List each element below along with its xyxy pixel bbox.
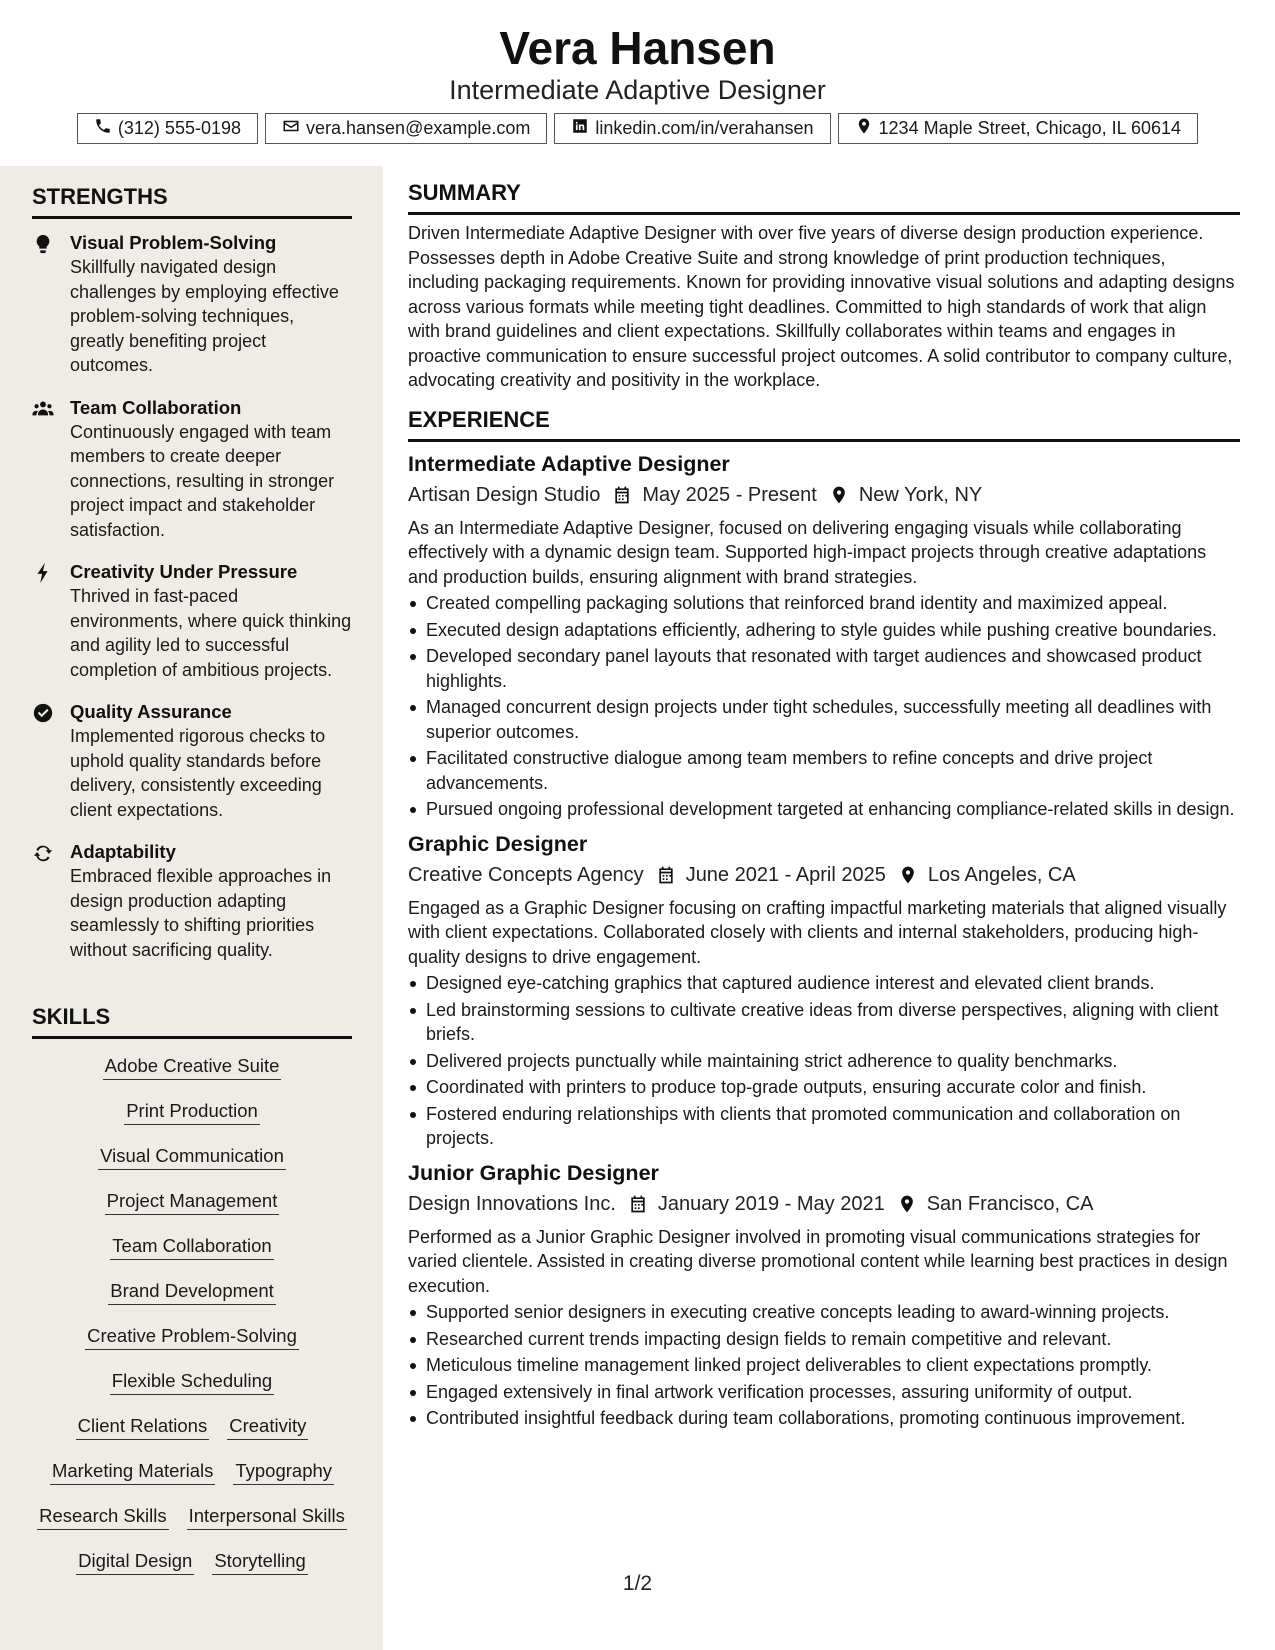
check-circle-icon <box>32 702 54 724</box>
skills-list <box>32 1053 352 1593</box>
jobs-list <box>408 450 1240 1431</box>
job-entry <box>408 450 1240 822</box>
job-bullets <box>408 1300 1240 1431</box>
strength-item <box>32 700 352 822</box>
strength-title: Adaptability <box>70 841 176 862</box>
job-title: Graphic Designer <box>408 831 588 856</box>
skill-row <box>32 1323 352 1368</box>
section-rule <box>32 216 352 219</box>
job-entry <box>408 1159 1240 1431</box>
job-bullet: Managed concurrent design projects under tight schedules, successfully meeting all deadlines with superior outcomes. <box>408 695 1240 744</box>
summary-text: Driven Intermediate Adaptive Designer with over five years of diverse design production experience. Possesses depth in Adobe Creative Suite and strong knowledge of print production techniques, including packaging requirements. Known for providing innovative visual solutions and adapting designs across various formats while meeting tight deadlines. Committed to high standards of work that align with brand guidelines and client expectations. Skillfully collaborates within teams and engages in proactive communication to ensure successful project outcomes. A solid contributor to company culture, advocating creativity and positivity in the workplace. <box>408 223 1235 390</box>
skill-tag: Flexible Scheduling <box>110 1368 274 1395</box>
job-company: Creative Concepts Agency <box>408 863 644 886</box>
job-dates-item <box>656 860 886 890</box>
strength-title: Creativity Under Pressure <box>70 561 298 582</box>
calendar-icon <box>612 485 642 505</box>
job-bullet: Supported senior designers in executing creative concepts leading to award-winning projects. <box>408 1300 1240 1325</box>
skill-tag: Interpersonal Skills <box>187 1503 347 1530</box>
contact-email-text: vera.hansen@example.com <box>306 118 531 138</box>
strengths-section <box>32 184 352 980</box>
job-dates: June 2021 - April 2025 <box>685 863 886 886</box>
job-location: San Francisco, CA <box>926 1192 1094 1215</box>
job-description: Engaged as a Graphic Designer focusing on crafting impactful marketing materials that aligned visually with client expectations. Collaborated closely with clients and internal stakeholders, producing high-quality designs to drive engagement. <box>408 897 1227 967</box>
job-location-item <box>897 1189 1094 1219</box>
strength-item <box>32 560 352 682</box>
contact-address-text: 1234 Maple Street, Chicago, IL 60614 <box>878 118 1182 138</box>
job-bullet: Created compelling packaging solutions that reinforced brand identity and maximized appeal. <box>408 591 1240 616</box>
strength-item <box>32 231 352 378</box>
phone-icon <box>94 117 112 140</box>
contact-email[interactable] <box>265 113 547 144</box>
page-number: 1/2 <box>622 1572 653 1595</box>
job-bullets <box>408 971 1240 1151</box>
job-bullet: Pursued ongoing professional development targeted at enhancing compliance-related skills in design. <box>408 797 1240 822</box>
job-bullet: Executed design adaptations efficiently, adhering to style guides while pushing creative boundaries. <box>408 618 1240 643</box>
users-icon <box>32 398 54 420</box>
job-location: Los Angeles, CA <box>927 863 1076 886</box>
strength-title: Team Collaboration <box>70 396 242 418</box>
job-bullet: Led brainstorming sessions to cultivate creative ideas from diverse perspectives, aligning with client briefs. <box>408 998 1240 1047</box>
strength-title: Quality Assurance <box>70 701 232 722</box>
skill-row <box>32 1233 352 1278</box>
skill-tag: Print Production <box>124 1098 260 1125</box>
job-bullet: Delivered projects punctually while maintaining strict adherence to quality benchmarks. <box>408 1049 1240 1074</box>
contact-linkedin-text: linkedin.com/in/verahansen <box>595 118 814 138</box>
strength-item <box>32 396 352 543</box>
job-location-item <box>898 860 1076 890</box>
skill-tag: Brand Development <box>108 1278 276 1305</box>
skill-row <box>32 1143 352 1188</box>
skill-tag: Visual Communication <box>98 1143 286 1170</box>
skill-tag: Client Relations <box>76 1413 210 1440</box>
candidate-name: Vera Hansen <box>499 22 776 74</box>
contact-address[interactable] <box>838 113 1199 144</box>
job-meta <box>408 860 1240 890</box>
job-description: As an Intermediate Adaptive Designer, focused on delivering engaging visuals while collaborating effectively with a dynamic design team. Supported high-impact projects through creative adaptations and production builds, ensuring alignment with brand strategies. <box>408 517 1207 587</box>
skill-row <box>32 1503 352 1548</box>
contact-phone[interactable] <box>77 113 258 144</box>
map-pin-icon <box>855 117 873 140</box>
summary-heading: SUMMARY <box>408 180 521 205</box>
contact-phone-text: (312) 555-0198 <box>117 118 241 138</box>
linkedin-icon <box>571 117 589 140</box>
job-meta <box>408 480 1240 510</box>
strength-desc: Embraced flexible approaches in design production adapting seamlessly to shifting priorities without sacrificing quality. <box>70 866 332 960</box>
summary-section <box>408 180 1240 393</box>
job-bullet: Fostered enduring relationships with clients that promoted communication and collaboration on projects. <box>408 1102 1240 1151</box>
sidebar <box>0 166 383 1650</box>
skill-row <box>32 1188 352 1233</box>
section-rule <box>408 439 1240 442</box>
contact-linkedin[interactable] <box>554 113 830 144</box>
experience-section <box>408 407 1240 1431</box>
strength-desc: Thrived in fast-paced environments, where quick thinking and agility led to successful completion of ambitious projects. <box>70 586 352 680</box>
job-dates: May 2025 - Present <box>642 483 817 506</box>
main-content <box>408 180 1240 1431</box>
map-pin-icon <box>897 1194 927 1214</box>
skill-tag: Research Skills <box>37 1503 169 1530</box>
job-company: Artisan Design Studio <box>408 483 601 506</box>
resume-header <box>0 0 1275 166</box>
job-bullet: Researched current trends impacting design fields to remain competitive and relevant. <box>408 1327 1240 1352</box>
job-title: Intermediate Adaptive Designer <box>408 451 730 476</box>
job-bullet: Meticulous timeline management linked project deliverables to client expectations promptly. <box>408 1353 1240 1378</box>
skills-heading: SKILLS <box>32 1004 111 1029</box>
skill-tag: Creativity <box>227 1413 308 1440</box>
strength-desc: Skillfully navigated design challenges by employing effective problem-solving techniques, greatly benefiting project outcomes. <box>70 257 339 375</box>
calendar-icon <box>628 1194 658 1214</box>
skill-row <box>32 1053 352 1098</box>
strength-desc: Implemented rigorous checks to uphold quality standards before delivery, consistently exceeding client expectations. <box>70 726 326 820</box>
strengths-heading: STRENGTHS <box>32 184 168 209</box>
skill-tag: Storytelling <box>212 1548 308 1575</box>
skill-tag: Team Collaboration <box>110 1233 273 1260</box>
candidate-title: Intermediate Adaptive Designer <box>449 75 826 105</box>
skill-tag: Typography <box>233 1458 334 1485</box>
skill-row <box>32 1458 352 1503</box>
skill-tag: Adobe Creative Suite <box>103 1053 282 1080</box>
skill-row <box>32 1278 352 1323</box>
skill-tag: Creative Problem-Solving <box>85 1323 299 1350</box>
job-bullets <box>408 591 1240 822</box>
bolt-icon <box>32 562 54 584</box>
skill-row <box>32 1368 352 1413</box>
job-bullet: Contributed insightful feedback during team collaborations, promoting continuous improvement. <box>408 1406 1240 1431</box>
skills-section <box>32 1004 352 1593</box>
job-bullet: Designed eye-catching graphics that captured audience interest and elevated client brands. <box>408 971 1240 996</box>
contact-bar <box>0 113 1275 144</box>
job-entry <box>408 830 1240 1151</box>
skill-tag: Marketing Materials <box>50 1458 215 1485</box>
experience-heading: EXPERIENCE <box>408 406 550 432</box>
section-rule <box>408 212 1240 215</box>
job-dates: January 2019 - May 2021 <box>657 1192 885 1215</box>
job-location: New York, NY <box>858 483 983 506</box>
calendar-icon <box>656 865 686 885</box>
skill-row <box>32 1098 352 1143</box>
envelope-icon <box>282 117 300 140</box>
job-bullet: Developed secondary panel layouts that resonated with target audiences and showcased product highlights. <box>408 644 1240 693</box>
job-title: Junior Graphic Designer <box>408 1160 659 1185</box>
strength-item <box>32 840 352 962</box>
skill-tag: Digital Design <box>76 1548 194 1575</box>
skill-row <box>32 1413 352 1458</box>
job-company: Design Innovations Inc. <box>408 1192 616 1215</box>
job-bullet: Coordinated with printers to produce top-grade outputs, ensuring accurate color and finish. <box>408 1075 1240 1100</box>
strength-desc: Continuously engaged with team members to create deeper connections, resulting in stronger project impact and stakeholder satisfaction. <box>70 421 335 540</box>
map-pin-icon <box>829 485 859 505</box>
section-rule <box>32 1036 352 1039</box>
job-location-item <box>829 480 982 510</box>
job-dates-item <box>628 1189 885 1219</box>
skill-tag: Project Management <box>105 1188 280 1215</box>
job-bullet: Facilitated constructive dialogue among team members to refine concepts and drive project advancements. <box>408 746 1240 795</box>
sync-icon <box>32 842 54 864</box>
strength-title: Visual Problem-Solving <box>70 232 277 253</box>
job-description: Performed as a Junior Graphic Designer involved in promoting visual communications strategies for varied clientele. Assisted in creating diverse promotional content while learning best practices in design execution. <box>408 1226 1228 1296</box>
lightbulb-icon <box>32 233 54 255</box>
job-dates-item <box>612 480 817 510</box>
map-pin-icon <box>898 865 928 885</box>
job-bullet: Engaged extensively in final artwork verification processes, assuring uniformity of output. <box>408 1380 1240 1405</box>
job-meta <box>408 1189 1240 1219</box>
